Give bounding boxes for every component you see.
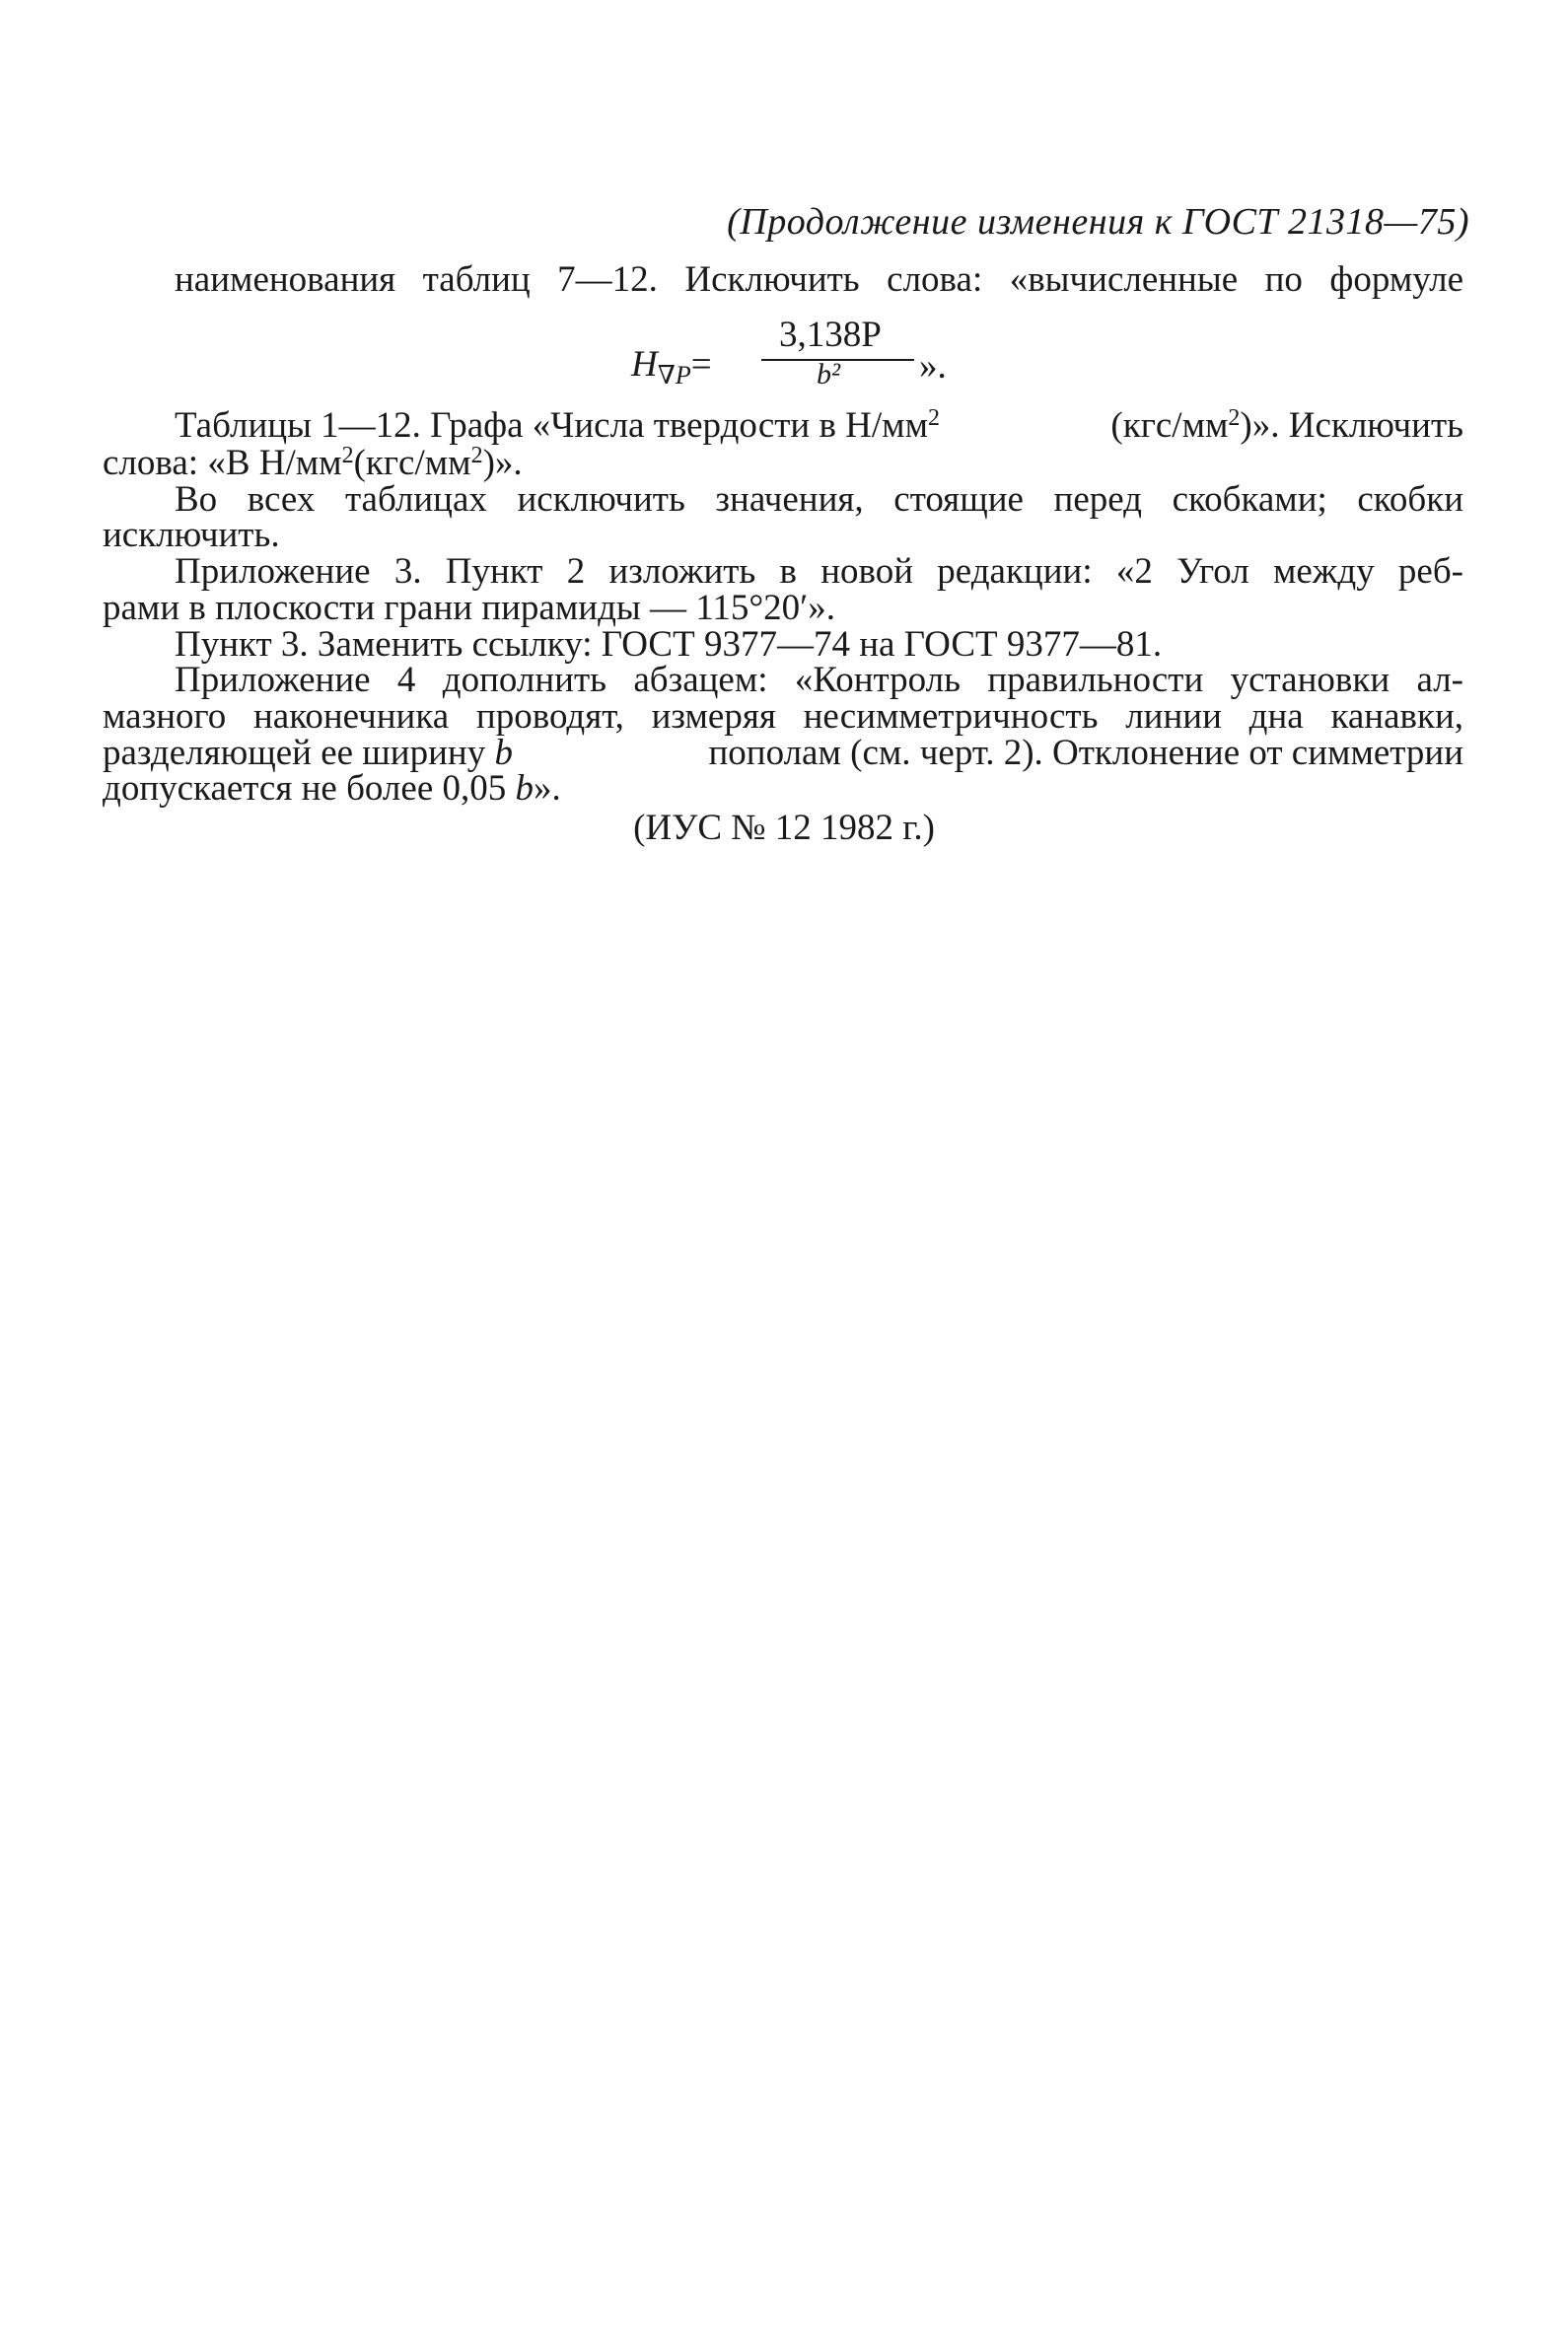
formula-denominator: b² [817, 358, 840, 390]
hardness-formula [631, 314, 986, 392]
text-line-13: допускается не более 0,05 b». [103, 768, 561, 809]
text-line-8: рами в плоскости грани пирамиды — 115°20′». [103, 588, 836, 628]
text-line-10: Приложение 4 дополнить абзацем: «Контроль правильности установки ал- [175, 660, 1463, 700]
text-line-3 [175, 404, 1463, 447]
text-line-11: мазного наконечника проводят, измеряя несимметричность линии дна канавки, [103, 696, 1463, 737]
text-line-3-part-a: Таблицы 1—12. Графа «Числа твердости в $Н/мм^2$ [175, 405, 941, 446]
publication-reference: (ИУС № 12 1982 г.) [633, 808, 935, 848]
continuation-header: (Продолжение изменения к ГОСТ 21318—75) [727, 201, 1469, 243]
formula-lhs: $H_{\nabla P}=$ [631, 344, 712, 390]
text-line-9: Пункт 3. Заменить ссылку: ГОСТ 9377—74 на ГОСТ 9377—81. [175, 624, 1163, 665]
text-line-4: слова: «В $Н/мм^2(кгс/мм^2)$». [103, 443, 523, 483]
text-line-3-part-b: $(кгс/мм^2)$». Исключить [1110, 405, 1463, 446]
formula-numerator: 3,138P [779, 315, 882, 355]
text-line-6: исключить. [103, 515, 280, 555]
text-line-12-part-a: разделяющей ее ширину b [103, 733, 513, 773]
text-line-7: Приложение 3. Пункт 2 изложить в новой редакции: «2 Угол между реб- [175, 551, 1463, 592]
text-line-5: Во всех таблицах исключить значения, стоящие перед скобками; скобки [175, 479, 1463, 520]
formula-tail: ». [919, 346, 947, 387]
text-line-1: наименования таблиц 7—12. Исключить слова: «вычисленные по формуле [175, 259, 1463, 300]
text-line-12-part-b: пополам (см. черт. 2). Отклонение от симметрии [708, 733, 1463, 773]
